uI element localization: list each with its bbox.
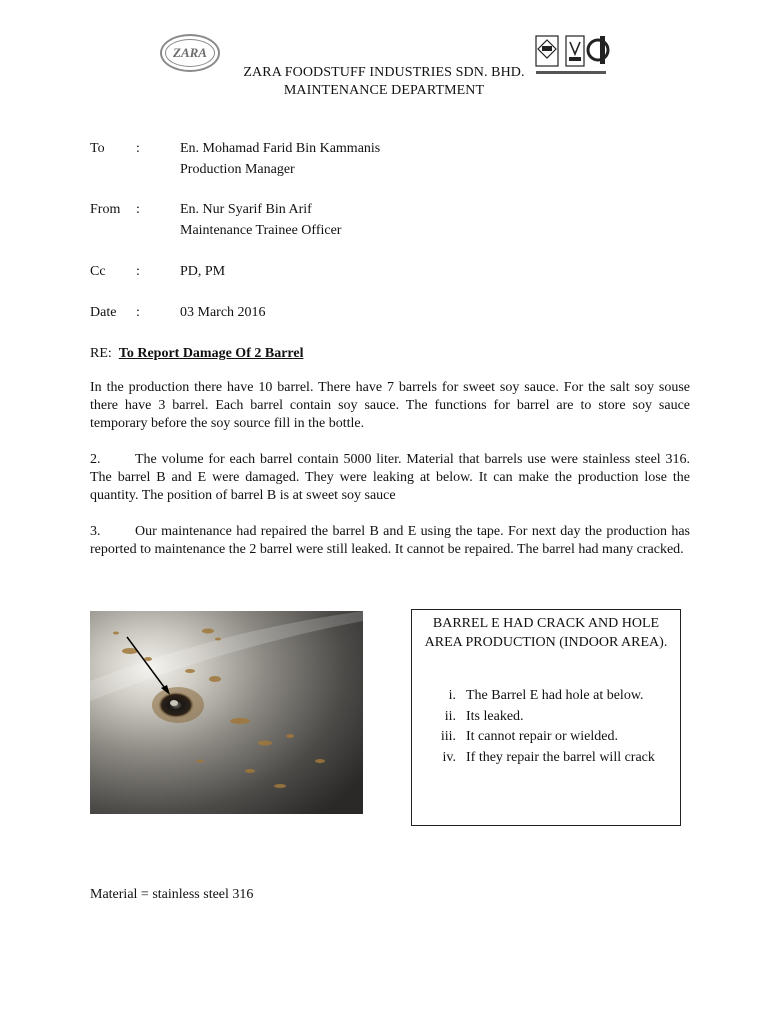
paragraph-2 [90, 451, 690, 506]
to-title: Production Manager [180, 162, 295, 177]
box-list [420, 686, 678, 768]
list-item-text: The Barrel E had hole at below. [466, 688, 644, 703]
paragraph-3-number: 3. [90, 524, 101, 539]
date-label: Date [90, 305, 117, 320]
company-logo-text: ZARA [165, 39, 215, 67]
list-item-number: i. [448, 688, 456, 703]
cc-value: PD, PM [180, 264, 226, 279]
paragraph-1: In the production there have 10 barrel. There have 7 barrels for sweet soy sauce. For the salt soy souse there have 3 barrel. Each barrel contain soy sauce. The functions for barrel are to store soy sauce temporary before the soy source fill in the bottle. [90, 380, 690, 432]
paragraph-2-number: 2. [90, 452, 101, 467]
from-label: From [90, 202, 121, 217]
cc-colon: : [136, 264, 140, 279]
re-label: RE: [90, 346, 112, 361]
date-value: 03 March 2016 [180, 305, 266, 320]
from-colon: : [136, 202, 140, 217]
list-item [420, 707, 678, 728]
paragraph-3 [90, 523, 690, 559]
list-item-text: If they repair the barrel will crack [466, 749, 655, 765]
re-line [90, 345, 303, 363]
list-item-number: ii. [444, 708, 456, 724]
to-colon: : [136, 141, 140, 156]
list-item [420, 748, 678, 769]
list-item-number: iii. [440, 729, 456, 745]
from-name: En. Nur Syarif Bin Arif [180, 202, 312, 217]
to-name: En. Mohamad Farid Bin Kammanis [180, 141, 381, 156]
barrel-damage-photo [90, 611, 363, 814]
paragraph-2-text: The volume for each barrel contain 5000 liter. Material that barrels use were stainless steel 316. The barrel B and E were damaged. They were leaking at below. It can make the production lose the quantity. The position of barrel B is at sweet soy sauce [90, 452, 690, 504]
box-title: BARREL E HAD CRACK AND HOLE AREA PRODUCTION (INDOOR AREA). [424, 616, 668, 650]
material-note: Material = stainless steel 316 [90, 887, 254, 902]
from-title: Maintenance Trainee Officer [180, 223, 342, 238]
company-name: ZARA FOODSTUFF INDUSTRIES SDN. BHD. [243, 65, 525, 80]
to-label: To [90, 141, 105, 156]
list-item-number: iv. [442, 749, 456, 765]
list-item-text: It cannot repair or wielded. [466, 729, 618, 745]
cc-label: Cc [90, 264, 106, 279]
re-subject: To Report Damage Of 2 Barrel [118, 346, 304, 361]
date-colon: : [136, 305, 140, 320]
barrel-e-description-box [411, 609, 681, 826]
department-name: MAINTENANCE DEPARTMENT [283, 83, 485, 98]
list-item-text: Its leaked. [466, 708, 524, 724]
list-item [420, 686, 678, 707]
paragraph-3-text: Our maintenance had repaired the barrel B and E using the tape. For next day the production has reported to maintenance the 2 barrel were still leaked. It cannot be repaired. The barrel had many cracked. [90, 524, 690, 558]
list-item [420, 727, 678, 748]
